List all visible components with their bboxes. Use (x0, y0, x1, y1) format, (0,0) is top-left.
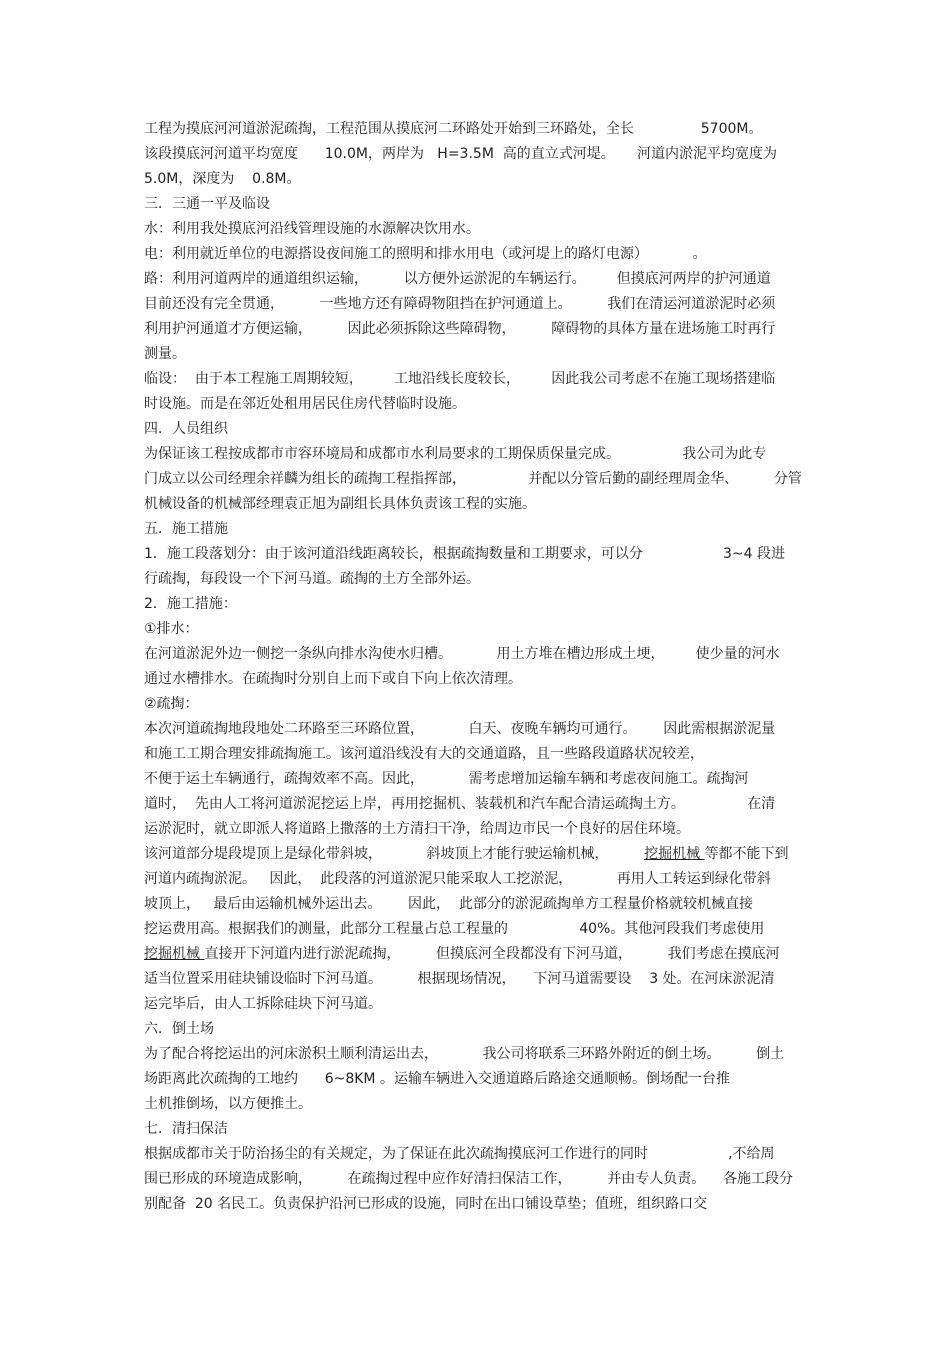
hyperlink-text[interactable]: 挖掘机械 (644, 846, 705, 862)
text-segment: 五．施工措施 (144, 521, 228, 537)
text-segment: 测量。 (144, 346, 186, 362)
text-segment: ①排水： (144, 621, 199, 637)
text-line (144, 567, 824, 592)
text-line (144, 667, 824, 692)
text-line (144, 817, 824, 842)
text-segment: 不便于运土车辆通行，疏掏效率不高。因此， 需考虑增加运输车辆和考虑夜间施工。疏掏河 (144, 771, 749, 787)
text-segment: 通过水槽排水。在疏掏时分别自上而下或自下向上依次清理。 (144, 671, 522, 687)
text-line (144, 117, 824, 142)
text-segment: 三．三通一平及临设 (144, 196, 270, 212)
text-line (144, 892, 824, 917)
text-segment: 挖运费用高。根据我们的测量，此部分工程量占总工程量的 40%。其他河段我们考虑使用 (144, 921, 765, 937)
text-line (144, 767, 824, 792)
text-segment: 围已形成的环境造成影响， 在疏掏过程中应作好清扫保洁工作， 并由专人负责。 各施工段分 (144, 1171, 794, 1187)
text-line (144, 867, 824, 892)
text-line (144, 342, 824, 367)
section-heading (144, 417, 824, 442)
text-line (144, 1067, 824, 1092)
text-segment: 2．施工措施： (144, 596, 237, 612)
text-segment: 四．人员组织 (144, 421, 228, 437)
text-segment: ②疏掏： (144, 696, 199, 712)
text-segment: 该河道部分堤段堤顶上是绿化带斜坡， 斜坡顶上才能行驶运输机械， (144, 846, 645, 862)
text-line (144, 992, 824, 1017)
text-segment: 本次河道疏掏地段地处二环路至三环路位置， 白天、夜晚车辆均可通行。 因此需根据淤泥量 (144, 721, 776, 737)
text-line (144, 967, 824, 992)
text-line (144, 142, 824, 167)
hyperlink-text[interactable]: 挖掘机械 (144, 946, 205, 962)
section-heading (144, 517, 824, 542)
text-line (144, 492, 824, 517)
text-line (144, 292, 824, 317)
text-segment: 临设： 由于本工程施工周期较短， 工地沿线长度较长， 因此我公司考虑不在施工现场搭建临 (144, 371, 776, 387)
text-segment: 适当位置采用硅块铺设临时下河马道。 根据现场情况， 下河马道需要设 3 处。在河床淤泥清 (144, 971, 775, 987)
text-segment: 六．倒土场 (144, 1021, 214, 1037)
text-line (144, 467, 824, 492)
document-body (144, 117, 824, 1217)
text-segment: 目前还没有完全贯通， 一些地方还有障碍物阻挡在护河通道上。 我们在清运河道淤泥时必须 (144, 296, 776, 312)
text-segment: 等都不能下到 (704, 846, 789, 862)
text-line (144, 717, 824, 742)
text-segment: 工程为摸底河河道淤泥疏掏，工程范围从摸底河二环路处开始到三环路处，全长 (144, 121, 634, 137)
text-segment: 场距离此次疏掏的工地约 6~8KM 。运输车辆进入交通道路后路途交通顺畅。倒场配一台推 (144, 1071, 730, 1087)
text-segment: 1．施工段落划分：由于该河道沿线距离较长，根据疏掏数量和工期要求，可以分 3~4 段进 (144, 546, 786, 562)
text-line (144, 1192, 824, 1217)
text-segment: 5700M。 (634, 121, 763, 137)
text-segment: 水：利用我处摸底河沿线管理设施的水源解决饮用水。 (144, 221, 480, 237)
text-line (144, 317, 824, 342)
text-segment: 道时， 先由人工将河道淤泥挖运上岸，再用挖掘机、装载机和汽车配合清运疏掏土方。 在清 (144, 796, 776, 812)
text-segment: 在河道淤泥外边一侧挖一条纵向排水沟使水归槽。 用土方堆在槽边形成土埂， 使少量的河水 (144, 646, 780, 662)
text-segment: 路：利用河道两岸的通道组织运输， 以方便外运淤泥的车辆运行。 但摸底河两岸的护河通道 (144, 271, 771, 287)
text-line (144, 242, 824, 267)
text-segment: 机械设备的机械部经理袁正旭为副组长具体负责该工程的实施。 (144, 496, 536, 512)
text-line (144, 1167, 824, 1192)
text-segment: 运完毕后，由人工拆除硅块下河马道。 (144, 996, 382, 1012)
text-line (144, 642, 824, 667)
text-line (144, 167, 824, 192)
section-heading (144, 192, 824, 217)
text-segment: 直接开下河道内进行淤泥疏掏， 但摸底河全段都没有下河马道， 我们考虑在摸底河 (204, 946, 780, 962)
text-segment: 电：利用就近单位的电源搭设夜间施工的照明和排水用电（或河堤上的路灯电源） 。 (144, 246, 707, 262)
text-line (144, 942, 824, 967)
text-line (144, 917, 824, 942)
section-heading (144, 1117, 824, 1142)
text-segment: 七．清扫保洁 (144, 1121, 228, 1137)
text-line (144, 792, 824, 817)
text-line (144, 217, 824, 242)
text-segment: 为了配合将挖运出的河床淤积土顺利清运出去， 我公司将联系三环路外附近的倒土场。 倒土 (144, 1046, 785, 1062)
text-segment: 利用护河通道才方便运输， 因此必须拆除这些障碍物， 障碍物的具体方量在进场施工时再行 (144, 321, 776, 337)
text-line (144, 1142, 824, 1167)
text-line (144, 392, 824, 417)
section-heading (144, 1017, 824, 1042)
text-line (144, 1092, 824, 1117)
text-line (144, 542, 824, 567)
text-line (144, 617, 824, 642)
text-segment: 时设施。而是在邻近处租用居民住房代替临时设施。 (144, 396, 466, 412)
text-line (144, 742, 824, 767)
text-segment: 河道内疏掏淤泥。 因此， 此段落的河道淤泥只能采取人工挖淤泥， 再用人工转运到绿化带斜 (144, 871, 771, 887)
text-line (144, 1042, 824, 1067)
text-segment: 行疏掏，每段设一个下河马道。疏掏的土方全部外运。 (144, 571, 480, 587)
text-line (144, 692, 824, 717)
text-segment: 土机推倒场，以方便推土。 (144, 1096, 312, 1112)
text-segment: 和施工工期合理安排疏掏施工。该河道沿线没有大的交通道路，且一些路段道路状况较差， (144, 746, 704, 762)
text-segment: 门成立以公司经理余祥麟为组长的疏掏工程指挥部， 并配以分管后勤的副经理周金华、 分管 (144, 471, 802, 487)
text-line (144, 267, 824, 292)
text-segment: 该段摸底河河道平均宽度 10.0M，两岸为 H=3.5M 高的直立式河堤。 河道内淤泥平均宽度为 (144, 146, 778, 162)
text-segment: 坡顶上， 最后由运输机械外运出去。 因此， 此部分的淤泥疏掏单方工程量价格就较机械直接 (144, 896, 753, 912)
text-line (144, 592, 824, 617)
text-line (144, 842, 824, 867)
text-line (144, 367, 824, 392)
text-segment: 为保证该工程按成都市市容环境局和成都市水利局要求的工期保质保量完成。 我公司为此专 (144, 446, 767, 462)
text-segment: 5.0M，深度为 0.8M。 (144, 171, 301, 187)
text-segment: 根据成都市关于防治扬尘的有关规定，为了保证在此次疏掏摸底河工作进行的同时 ,不给周 (144, 1146, 775, 1162)
text-line (144, 442, 824, 467)
text-segment: 运淤泥时，就立即派人将道路上撒落的土方清扫干净，给周边市民一个良好的居住环境。 (144, 821, 690, 837)
text-segment: 别配备 20 名民工。负责保护沿河已形成的设施，同时在出口铺设草垫；值班，组织路口交 (144, 1196, 708, 1212)
